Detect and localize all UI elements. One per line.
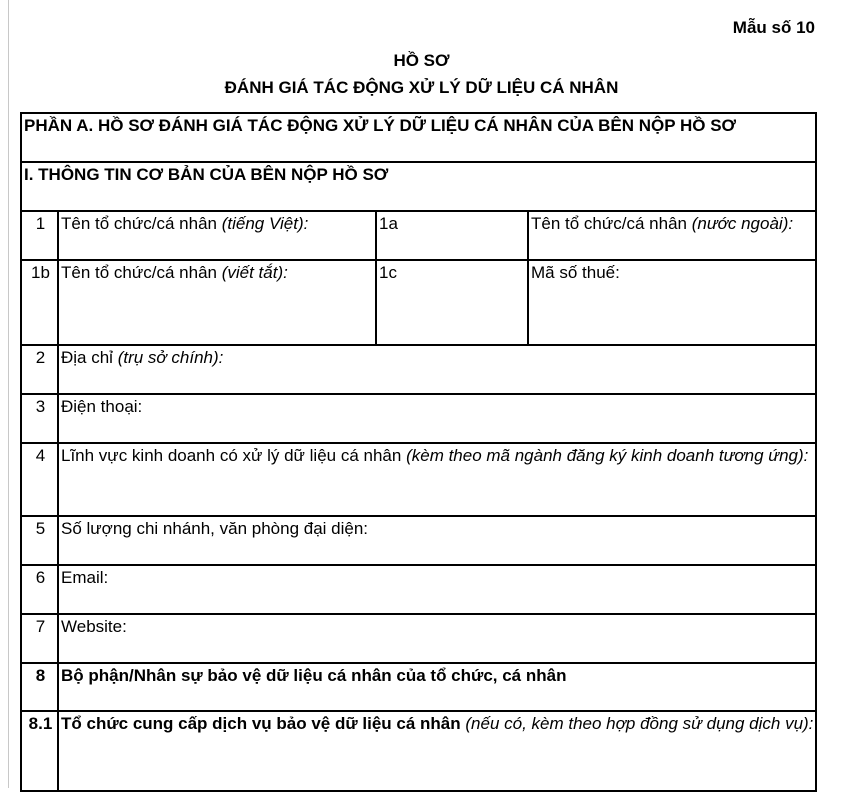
data-protection-department-heading: Bộ phận/Nhân sự bảo vệ dữ liệu cá nhân của tổ chức, cá nhân [58,663,816,711]
row-number: 6 [21,565,58,614]
part-a-title: PHẦN A. HỒ SƠ ĐÁNH GIÁ TÁC ĐỘNG XỬ LÝ DỮ LIỆU CÁ NHÂN CỦA BÊN NỘP HỒ SƠ [21,113,816,162]
row-number: 3 [21,394,58,443]
table-row [21,516,816,565]
row-number: 8.1 [21,711,58,791]
field-label: Tổ chức cung cấp dịch vụ bảo vệ dữ liệu cá nhân [61,714,466,733]
row-number: 4 [21,443,58,516]
field-label: Tên tổ chức/cá nhân [531,214,692,233]
table-row [21,211,816,260]
field-label: Tên tổ chức/cá nhân [61,214,222,233]
field-label: Tên tổ chức/cá nhân [61,263,222,282]
table-row [21,565,816,614]
field-label: Email: [61,568,109,587]
row-number: 2 [21,345,58,394]
row-sub-number: 1a [376,211,528,260]
branch-count-field[interactable] [58,516,816,565]
field-note: (kèm theo mã ngành đăng ký kinh doanh tương ứng): [406,446,809,465]
email-field[interactable] [58,565,816,614]
row-number: 1b [21,260,58,345]
field-label: Lĩnh vực kinh doanh có xử lý dữ liệu cá nhân [61,446,407,465]
table-row [21,345,816,394]
business-field-field[interactable] [58,443,816,516]
form-number: Mẫu số 10 [732,18,815,37]
table-row [21,663,816,711]
org-name-abbreviation-field[interactable] [58,260,376,345]
assessment-form-table [20,112,817,792]
field-note: (trụ sở chính): [117,348,224,367]
table-row [21,711,816,791]
section-1-row [21,162,816,211]
page-left-border [8,0,9,788]
table-row [21,260,816,345]
website-field[interactable] [58,614,816,663]
document-subtitle: ĐÁNH GIÁ TÁC ĐỘNG XỬ LÝ DỮ LIỆU CÁ NHÂN [224,78,619,97]
field-label: Số lượng chi nhánh, văn phòng đại diện: [61,519,369,538]
field-note: (viết tắt): [221,263,288,282]
org-name-vietnamese-field[interactable] [58,211,376,260]
table-row [21,614,816,663]
field-label: Địa chỉ [61,348,118,367]
org-name-foreign-field[interactable] [528,211,816,260]
data-protection-service-provider-field[interactable] [58,711,816,791]
row-number: 7 [21,614,58,663]
field-note: (nước ngoài): [691,214,794,233]
table-row [21,443,816,516]
row-sub-number: 1c [376,260,528,345]
document-title: HỒ SƠ [393,51,450,70]
row-number: 5 [21,516,58,565]
field-note: (tiếng Việt): [221,214,309,233]
part-a-row [21,113,816,162]
address-field[interactable] [58,345,816,394]
row-number: 1 [21,211,58,260]
field-note: (nếu có, kèm theo hợp đồng sử dụng dịch vụ): [465,714,814,733]
phone-field[interactable] [58,394,816,443]
row-number: 8 [21,663,58,711]
field-label: Website: [61,617,127,636]
field-label: Điện thoại: [61,397,143,416]
section-1-title: I. THÔNG TIN CƠ BẢN CỦA BÊN NỘP HỒ SƠ [21,162,816,211]
table-row [21,394,816,443]
tax-code-field[interactable] [528,260,816,345]
field-label: Mã số thuế: [531,263,620,282]
